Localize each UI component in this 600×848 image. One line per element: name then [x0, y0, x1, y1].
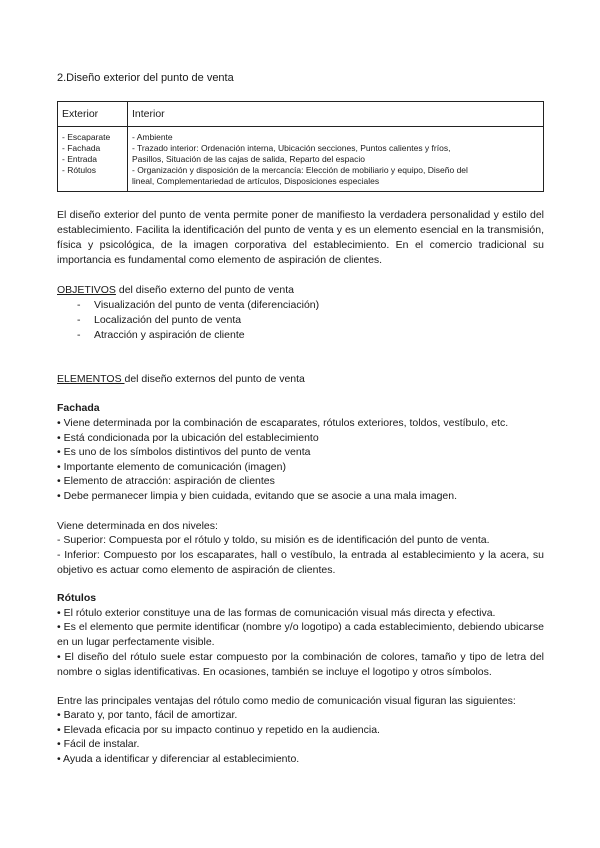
- rotulos-title: Rótulos: [57, 592, 97, 604]
- exterior-interior-table: [57, 101, 544, 192]
- table-cell-line: Pasillos, Situación de las cajas de salida, Reparto del espacio: [132, 154, 365, 164]
- elementos-rest: del diseño externos del punto de venta: [124, 373, 305, 385]
- table-cell-line: - Ambiente: [132, 132, 173, 142]
- list-item: • El diseño del rótulo suele estar compuesto por la combinación de colores, tamaño y tipo de letra del nombre o siglas identificativas. En ocasiones, también se incluye el logotipo y otros símbolos.: [57, 651, 544, 678]
- interior-cell: [128, 127, 544, 192]
- intro-paragraph: El diseño exterior del punto de venta permite poner de manifiesto la verdadera personalidad y estilo del establecimiento. Facilita la identificación del punto de venta y es un elemento esencial en la transmisión, física y psicológica, de la imagen corporativa del establecimiento. En el comercio tradicional su importancia es fundamental como elemento de aspiración de clientes.: [57, 209, 544, 266]
- table-cell-line: - Escaparate: [62, 132, 111, 142]
- list-item: - Localización del punto de venta: [77, 314, 242, 326]
- table-cell-line: - Fachada: [62, 143, 101, 153]
- table-cell-line: - Trazado interior: Ordenación interna, Ubicación secciones, Puntos calientes y fríos,: [132, 143, 451, 153]
- table-header-exterior: Exterior: [58, 102, 128, 127]
- list-item: • Viene determinada por la combinación de escaparates, rótulos exteriores, toldos, vestíbulo, etc.: [57, 417, 509, 429]
- list-item: • Fácil de instalar.: [57, 738, 140, 750]
- list-item: • Elevada eficacia por su impacto continuo y repetido en la audiencia.: [57, 724, 380, 736]
- list-item: - Atracción y aspiración de cliente: [77, 329, 245, 341]
- table-cell-line: lineal, Complementariedad de artículos, Disposiciones especiales: [132, 176, 380, 186]
- nivel-superior: - Superior: Compuesta por el rótulo y toldo, su misión es de identificación del punto de venta.: [57, 534, 490, 546]
- list-item: - Visualización del punto de venta (diferenciación): [77, 299, 320, 311]
- ventajas-intro: Entre las principales ventajas del rótulo como medio de comunicación visual figuran las siguientes:: [57, 695, 516, 707]
- table-cell-line: - Entrada: [62, 154, 97, 164]
- exterior-cell: [58, 127, 128, 192]
- list-item: • Es el elemento que permite identificar (nombre y/o logotipo) a cada establecimiento, debiendo ubicarse en un lugar perfectamente visible.: [57, 621, 544, 648]
- list-item: • Barato y, por tanto, fácil de amortizar.: [57, 709, 238, 721]
- list-item: • El rótulo exterior constituye una de las formas de comunicación visual más directa y efectiva.: [57, 607, 496, 619]
- fachada-title: Fachada: [57, 402, 100, 414]
- elementos-heading: [57, 372, 305, 387]
- list-item: • Está condicionada por la ubicación del establecimiento: [57, 432, 319, 444]
- list-item: • Debe permanecer limpia y bien cuidada, evitando que se asocie a una mala imagen.: [57, 490, 457, 502]
- niveles-intro: Viene determinada en dos niveles:: [57, 520, 218, 532]
- table-header-row: [58, 102, 544, 127]
- objetivos-rest: del diseño externo del punto de venta: [115, 284, 294, 296]
- table-header-interior: Interior: [128, 102, 544, 127]
- table-cell-line: - Organización y disposición de la mercancía: Elección de mobiliario y equipo, Diseño del: [132, 165, 468, 175]
- elementos-label: ELEMENTOS: [57, 373, 125, 385]
- table-row: [58, 127, 544, 192]
- nivel-inferior: - Inferior: Compuesto por los escaparates, hall o vestíbulo, la entrada al establecimiento y la acera, su objetivo es actuar como elemento de aspiración de clientes.: [57, 549, 544, 576]
- list-item: • Importante elemento de comunicación (imagen): [57, 461, 286, 473]
- objetivos-heading: [57, 283, 294, 298]
- objetivos-label: OBJETIVOS: [57, 284, 116, 296]
- table-cell-line: - Rótulos: [62, 165, 97, 175]
- list-item: • Ayuda a identificar y diferenciar al establecimiento.: [57, 753, 300, 765]
- list-item: • Elemento de atracción: aspiración de clientes: [57, 475, 275, 487]
- section-heading: 2.Diseño exterior del punto de venta: [57, 72, 234, 84]
- list-item: • Es uno de los símbolos distintivos del punto de venta: [57, 446, 311, 458]
